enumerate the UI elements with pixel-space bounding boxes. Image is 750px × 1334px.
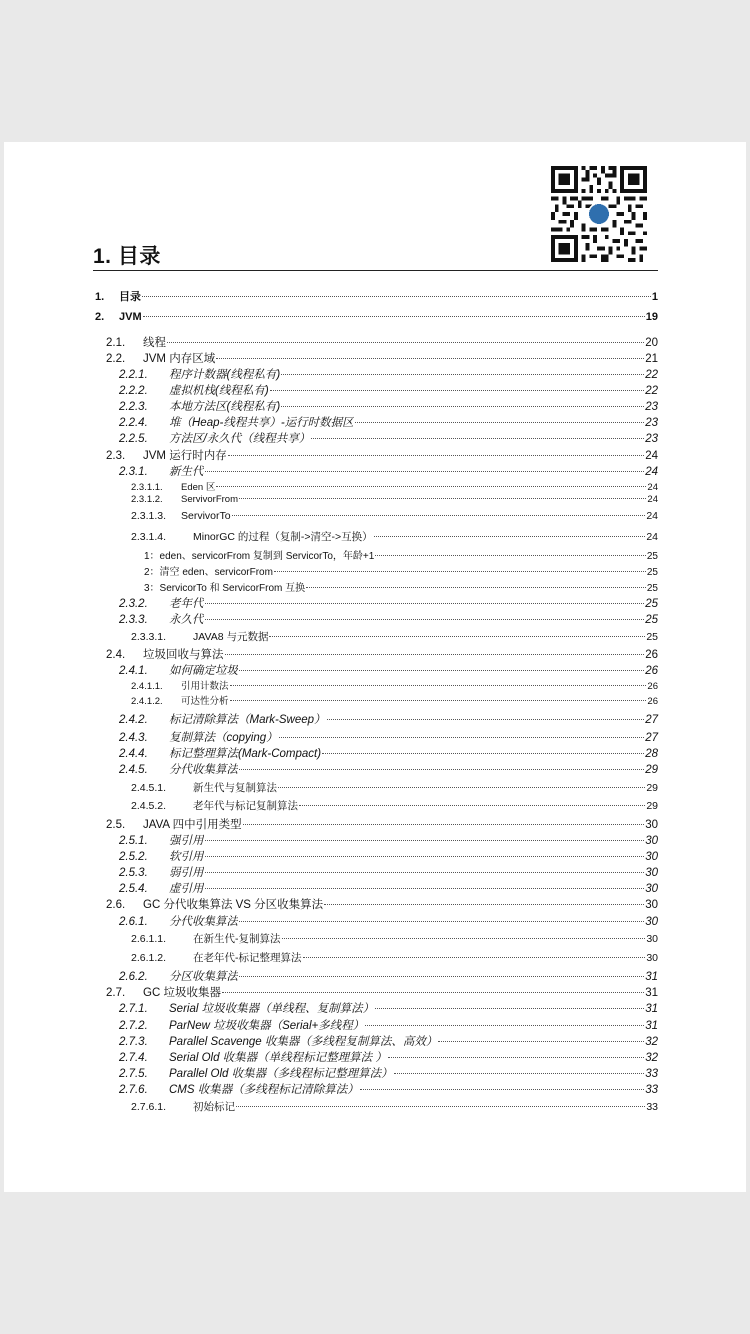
toc-entry[interactable] — [4, 463, 658, 479]
toc-number: 2.2.5. — [119, 433, 148, 445]
toc-entry[interactable] — [4, 529, 658, 544]
toc-page-number: 24 — [645, 466, 658, 478]
toc-number: 2. — [95, 311, 105, 323]
toc-page-number: 23 — [645, 401, 658, 413]
toc-title: 垃圾回收与算法 — [143, 649, 224, 661]
toc-leader-dots — [205, 856, 645, 857]
toc-title: 新生代 — [169, 466, 204, 478]
toc-page-number: 23 — [645, 417, 658, 429]
toc-page-number: 31 — [645, 1020, 658, 1032]
toc-number: 2.7.6. — [119, 1084, 148, 1096]
toc-entry[interactable] — [4, 288, 658, 304]
document-page — [4, 142, 746, 1192]
toc-leader-dots — [243, 824, 645, 825]
toc-leader-dots — [216, 486, 646, 487]
toc-title: 老年代与标记复制算法 — [193, 800, 298, 812]
toc-title: 3：ServicorTo 和 ServicorFrom 互换 — [144, 583, 306, 594]
toc-page-number: 25 — [645, 614, 658, 626]
toc-leader-dots — [142, 296, 651, 297]
toc-leader-dots — [239, 921, 644, 922]
toc-title: 分代收集算法 — [169, 916, 238, 928]
toc-title: 软引用 — [169, 851, 204, 863]
toc-page-number: 30 — [645, 883, 658, 895]
toc-entry[interactable] — [4, 398, 658, 414]
toc-page-number: 20 — [645, 337, 658, 349]
toc-entry[interactable] — [4, 780, 658, 795]
toc-page-number: 22 — [645, 369, 658, 381]
toc-leader-dots — [374, 536, 646, 537]
toc-leader-dots — [278, 787, 645, 788]
toc-page-number: 30 — [645, 835, 658, 847]
toc-title: 在新生代-复制算法 — [193, 933, 281, 945]
toc-leader-dots — [230, 685, 647, 686]
toc-number: 2.4.5.2. — [131, 800, 167, 812]
toc-entry[interactable] — [4, 968, 658, 984]
toc-title: 初始标记 — [193, 1101, 235, 1113]
toc-number: 2.2.4. — [119, 417, 148, 429]
toc-entry[interactable] — [4, 848, 658, 864]
toc-page-number: 31 — [645, 1003, 658, 1015]
toc-number: 2.2. — [106, 353, 126, 365]
toc-entry[interactable] — [4, 1000, 658, 1016]
toc-title: 永久代 — [169, 614, 204, 626]
toc-title: 弱引用 — [169, 867, 204, 879]
toc-title: Parallel Scavenge 收集器（多线程复制算法、高效） — [169, 1036, 438, 1048]
toc-page-number: 21 — [645, 353, 658, 365]
toc-number: 2.3.1.2. — [131, 494, 163, 505]
toc-page-number: 25 — [646, 631, 658, 643]
toc-title: ServivorTo — [181, 510, 231, 522]
toc-page-number: 31 — [645, 987, 658, 999]
toc-leader-dots — [355, 422, 645, 423]
toc-leader-dots — [282, 938, 646, 939]
toc-page-number: 29 — [645, 764, 658, 776]
toc-title: 堆（Heap-线程共享）-运行时数据区 — [169, 417, 354, 429]
toc-entry[interactable] — [4, 1033, 658, 1049]
toc-entry[interactable] — [4, 832, 658, 848]
toc-number: 2.6.1.1. — [131, 933, 167, 945]
toc-title: MinorGC 的过程（复制->清空->互换） — [193, 531, 373, 543]
toc-leader-dots — [216, 358, 644, 359]
toc-number: 1. — [95, 291, 105, 303]
toc-entry[interactable] — [4, 646, 658, 662]
toc-number: 2.7.5. — [119, 1068, 148, 1080]
toc-page-number: 24 — [647, 494, 658, 505]
toc-number: 2.4.2. — [119, 714, 148, 726]
toc-title: JVM 运行时内存 — [143, 450, 227, 462]
toc-entry[interactable] — [4, 595, 658, 611]
toc-page-number: 28 — [645, 748, 658, 760]
toc-entry[interactable] — [4, 662, 658, 678]
toc-page-number: 30 — [645, 819, 658, 831]
toc-leader-dots — [222, 992, 644, 993]
toc-leader-dots — [281, 406, 644, 407]
toc-title: 目录 — [119, 291, 141, 303]
toc-page-number: 24 — [646, 510, 658, 522]
toc-page-number: 33 — [645, 1084, 658, 1096]
toc-number: 2.3.1. — [119, 466, 148, 478]
toc-entry[interactable] — [4, 1081, 658, 1097]
toc-number: 2.5.1. — [119, 835, 148, 847]
toc-number: 2.2.1. — [119, 369, 148, 381]
toc-page-number: 25 — [646, 583, 658, 594]
toc-number: 2.4.5.1. — [131, 782, 167, 794]
toc-title: 1：eden、servicorFrom 复制到 ServicorTo，年龄+1 — [144, 551, 375, 562]
toc-title: 标记整理算法(Mark-Compact) — [169, 748, 322, 760]
toc-leader-dots — [279, 737, 645, 738]
toc-entry[interactable] — [4, 430, 658, 446]
toc-title: 虚拟机栈(线程私有) — [169, 385, 269, 397]
toc-title: JAVA8 与元数据 — [193, 631, 269, 643]
toc-number: 2.2.3. — [119, 401, 148, 413]
toc-leader-dots — [167, 342, 644, 343]
toc-title: Serial Old 收集器（单线程标记整理算法 ） — [169, 1052, 387, 1064]
toc-page-number: 30 — [645, 899, 658, 911]
heading-number: 1. — [93, 245, 112, 268]
toc-number: 2.4.1. — [119, 665, 148, 677]
toc-leader-dots — [375, 1008, 644, 1009]
toc-leader-dots — [281, 374, 644, 375]
toc-number: 2.3.3. — [119, 614, 148, 626]
toc-page-number: 33 — [646, 1101, 658, 1113]
toc-page-number: 26 — [647, 696, 658, 707]
toc-entry[interactable] — [4, 479, 658, 493]
toc-number: 2.7.1. — [119, 1003, 148, 1015]
toc-page-number: 24 — [645, 450, 658, 462]
toc-page-number: 26 — [647, 681, 658, 692]
toc-number: 2.3.3.1. — [131, 631, 167, 643]
toc-title: JVM — [119, 311, 142, 323]
toc-entry[interactable] — [4, 547, 658, 562]
toc-leader-dots — [239, 670, 644, 671]
toc-page-number: 25 — [646, 551, 658, 562]
toc-number: 2.7.3. — [119, 1036, 148, 1048]
toc-title: 老年代 — [169, 598, 204, 610]
toc-entry[interactable] — [4, 350, 658, 366]
toc-number: 2.4.4. — [119, 748, 148, 760]
toc-page-number: 25 — [646, 567, 658, 578]
toc-page-number: 27 — [645, 732, 658, 744]
toc-leader-dots — [236, 1106, 645, 1107]
toc-entry[interactable] — [4, 896, 658, 912]
toc-entry[interactable] — [4, 864, 658, 880]
toc-entry[interactable] — [4, 382, 658, 398]
toc-entry[interactable] — [4, 880, 658, 896]
toc-title: CMS 收集器（多线程标记清除算法） — [169, 1084, 359, 1096]
toc-page-number: 24 — [646, 531, 658, 543]
toc-leader-dots — [205, 619, 645, 620]
toc-number: 2.6. — [106, 899, 126, 911]
toc-entry[interactable] — [4, 761, 658, 777]
toc-entry[interactable] — [4, 414, 658, 430]
toc-title: 分区收集算法 — [169, 971, 238, 983]
toc-leader-dots — [388, 1057, 644, 1058]
toc-number: 2.5.4. — [119, 883, 148, 895]
toc-number: 2.2.2. — [119, 385, 148, 397]
toc-page-number: 24 — [647, 482, 658, 493]
toc-title: GC 分代收集算法 VS 分区收集算法 — [143, 899, 324, 911]
toc-title: 程序计数器(线程私有) — [169, 369, 281, 381]
toc-title: 分代收集算法 — [169, 764, 238, 776]
toc-title: Serial 垃圾收集器（单线程、复制算法） — [169, 1003, 375, 1015]
toc-leader-dots — [143, 316, 645, 317]
toc-title: Eden 区 — [181, 482, 216, 493]
toc-title: 2：清空 eden、servicorFrom — [144, 567, 273, 578]
toc-entry[interactable] — [4, 931, 658, 946]
toc-page-number: 27 — [645, 714, 658, 726]
toc-title: ParNew 垃圾收集器（Serial+多线程） — [169, 1020, 365, 1032]
toc-number: 2.5.3. — [119, 867, 148, 879]
toc-page-number: 26 — [645, 665, 658, 677]
toc-entry[interactable] — [4, 950, 658, 965]
toc-entry[interactable] — [4, 494, 658, 505]
toc-number: 2.6.2. — [119, 971, 148, 983]
toc-page-number: 29 — [646, 782, 658, 794]
heading-title: 目录 — [117, 245, 161, 268]
toc-number: 2.3.1.4. — [131, 531, 167, 543]
toc-entry[interactable] — [4, 510, 658, 522]
toc-leader-dots — [269, 636, 645, 637]
toc-leader-dots — [205, 471, 645, 472]
table-of-contents — [4, 142, 746, 1192]
toc-leader-dots — [225, 654, 645, 655]
toc-page-number: 30 — [646, 933, 658, 945]
toc-entry[interactable] — [4, 913, 658, 929]
toc-page-number: 30 — [645, 851, 658, 863]
toc-leader-dots — [306, 587, 646, 588]
toc-leader-dots — [232, 515, 646, 516]
toc-title: 本地方法区(线程私有) — [169, 401, 281, 413]
toc-entry[interactable] — [4, 334, 658, 350]
toc-title: GC 垃圾收集器 — [143, 987, 221, 999]
toc-number: 2.3.2. — [119, 598, 148, 610]
toc-entry[interactable] — [4, 798, 658, 813]
toc-leader-dots — [239, 769, 644, 770]
toc-title: 可达性分析 — [181, 696, 229, 707]
toc-entry[interactable] — [4, 366, 658, 382]
toc-number: 2.4.3. — [119, 732, 148, 744]
toc-entry[interactable] — [4, 629, 658, 644]
toc-title: 引用计数法 — [181, 681, 229, 692]
toc-entry[interactable] — [4, 711, 658, 727]
toc-entry[interactable] — [4, 678, 658, 692]
toc-leader-dots — [365, 1025, 644, 1026]
toc-number: 2.5.2. — [119, 851, 148, 863]
toc-leader-dots — [324, 904, 644, 905]
toc-leader-dots — [205, 888, 645, 889]
toc-number: 2.5. — [106, 819, 126, 831]
toc-entry[interactable] — [4, 579, 658, 594]
toc-leader-dots — [205, 872, 645, 873]
toc-entry[interactable] — [4, 693, 658, 707]
toc-number: 2.7. — [106, 987, 126, 999]
toc-leader-dots — [205, 603, 645, 604]
toc-entry[interactable] — [4, 1099, 658, 1114]
toc-page-number: 19 — [645, 311, 658, 323]
toc-number: 2.6.1. — [119, 916, 148, 928]
toc-number: 2.6.1.2. — [131, 952, 167, 964]
toc-number: 2.4.5. — [119, 764, 148, 776]
toc-title: 线程 — [143, 337, 166, 349]
toc-title: JAVA 四中引用类型 — [143, 819, 242, 831]
toc-title: 标记清除算法（Mark-Sweep） — [169, 714, 326, 726]
toc-leader-dots — [274, 571, 646, 572]
toc-leader-dots — [303, 957, 646, 958]
toc-page-number: 33 — [645, 1068, 658, 1080]
toc-page-number: 30 — [645, 867, 658, 879]
toc-leader-dots — [270, 390, 645, 391]
toc-title: 如何确定垃圾 — [169, 665, 238, 677]
toc-page-number: 23 — [645, 433, 658, 445]
toc-entry[interactable] — [4, 447, 658, 463]
toc-leader-dots — [438, 1041, 644, 1042]
toc-number: 2.1. — [106, 337, 126, 349]
toc-leader-dots — [299, 805, 645, 806]
toc-entry[interactable] — [4, 311, 658, 323]
toc-title: JVM 内存区域 — [143, 353, 216, 365]
toc-entry[interactable] — [4, 984, 658, 1000]
toc-page-number: 22 — [645, 385, 658, 397]
toc-title: 复制算法（copying） — [169, 732, 278, 744]
toc-page-number: 30 — [645, 916, 658, 928]
toc-number: 2.4. — [106, 649, 126, 661]
toc-entry[interactable] — [4, 1017, 658, 1033]
toc-leader-dots — [239, 976, 644, 977]
toc-page-number: 31 — [645, 971, 658, 983]
toc-title: 虚引用 — [169, 883, 204, 895]
toc-leader-dots — [375, 555, 646, 556]
toc-title: 在老年代-标记整理算法 — [193, 952, 302, 964]
toc-page-number: 32 — [645, 1036, 658, 1048]
toc-page-number: 32 — [645, 1052, 658, 1064]
toc-leader-dots — [230, 700, 647, 701]
toc-page-number: 25 — [645, 598, 658, 610]
toc-page-number: 30 — [646, 952, 658, 964]
toc-leader-dots — [327, 719, 645, 720]
toc-entry[interactable] — [4, 1049, 658, 1065]
toc-number: 2.3.1.1. — [131, 482, 163, 493]
toc-title: 强引用 — [169, 835, 204, 847]
toc-title: ServivorFrom — [181, 494, 239, 505]
toc-number: 2.7.4. — [119, 1052, 148, 1064]
toc-leader-dots — [205, 840, 645, 841]
toc-entry[interactable] — [4, 729, 658, 745]
toc-number: 2.7.2. — [119, 1020, 148, 1032]
toc-leader-dots — [394, 1073, 645, 1074]
toc-number: 2.3.1.3. — [131, 510, 167, 522]
toc-leader-dots — [228, 455, 645, 456]
toc-entry[interactable] — [4, 745, 658, 761]
toc-title: 新生代与复制算法 — [193, 782, 277, 794]
toc-entry[interactable] — [4, 816, 658, 832]
toc-entry[interactable] — [4, 563, 658, 578]
toc-leader-dots — [322, 753, 644, 754]
toc-number: 2.4.1.2. — [131, 696, 163, 707]
toc-number: 2.4.1.1. — [131, 681, 163, 692]
toc-page-number: 29 — [646, 800, 658, 812]
toc-entry[interactable] — [4, 1065, 658, 1081]
toc-leader-dots — [311, 438, 644, 439]
toc-entry[interactable] — [4, 611, 658, 627]
toc-number: 2.7.6.1. — [131, 1101, 167, 1113]
toc-leader-dots — [360, 1089, 644, 1090]
toc-page-number: 1 — [651, 291, 658, 303]
toc-title: Parallel Old 收集器（多线程标记整理算法） — [169, 1068, 393, 1080]
toc-title: 方法区/永久代（线程共享） — [169, 433, 311, 445]
toc-page-number: 26 — [645, 649, 658, 661]
toc-number: 2.3. — [106, 450, 126, 462]
toc-leader-dots — [239, 498, 646, 499]
